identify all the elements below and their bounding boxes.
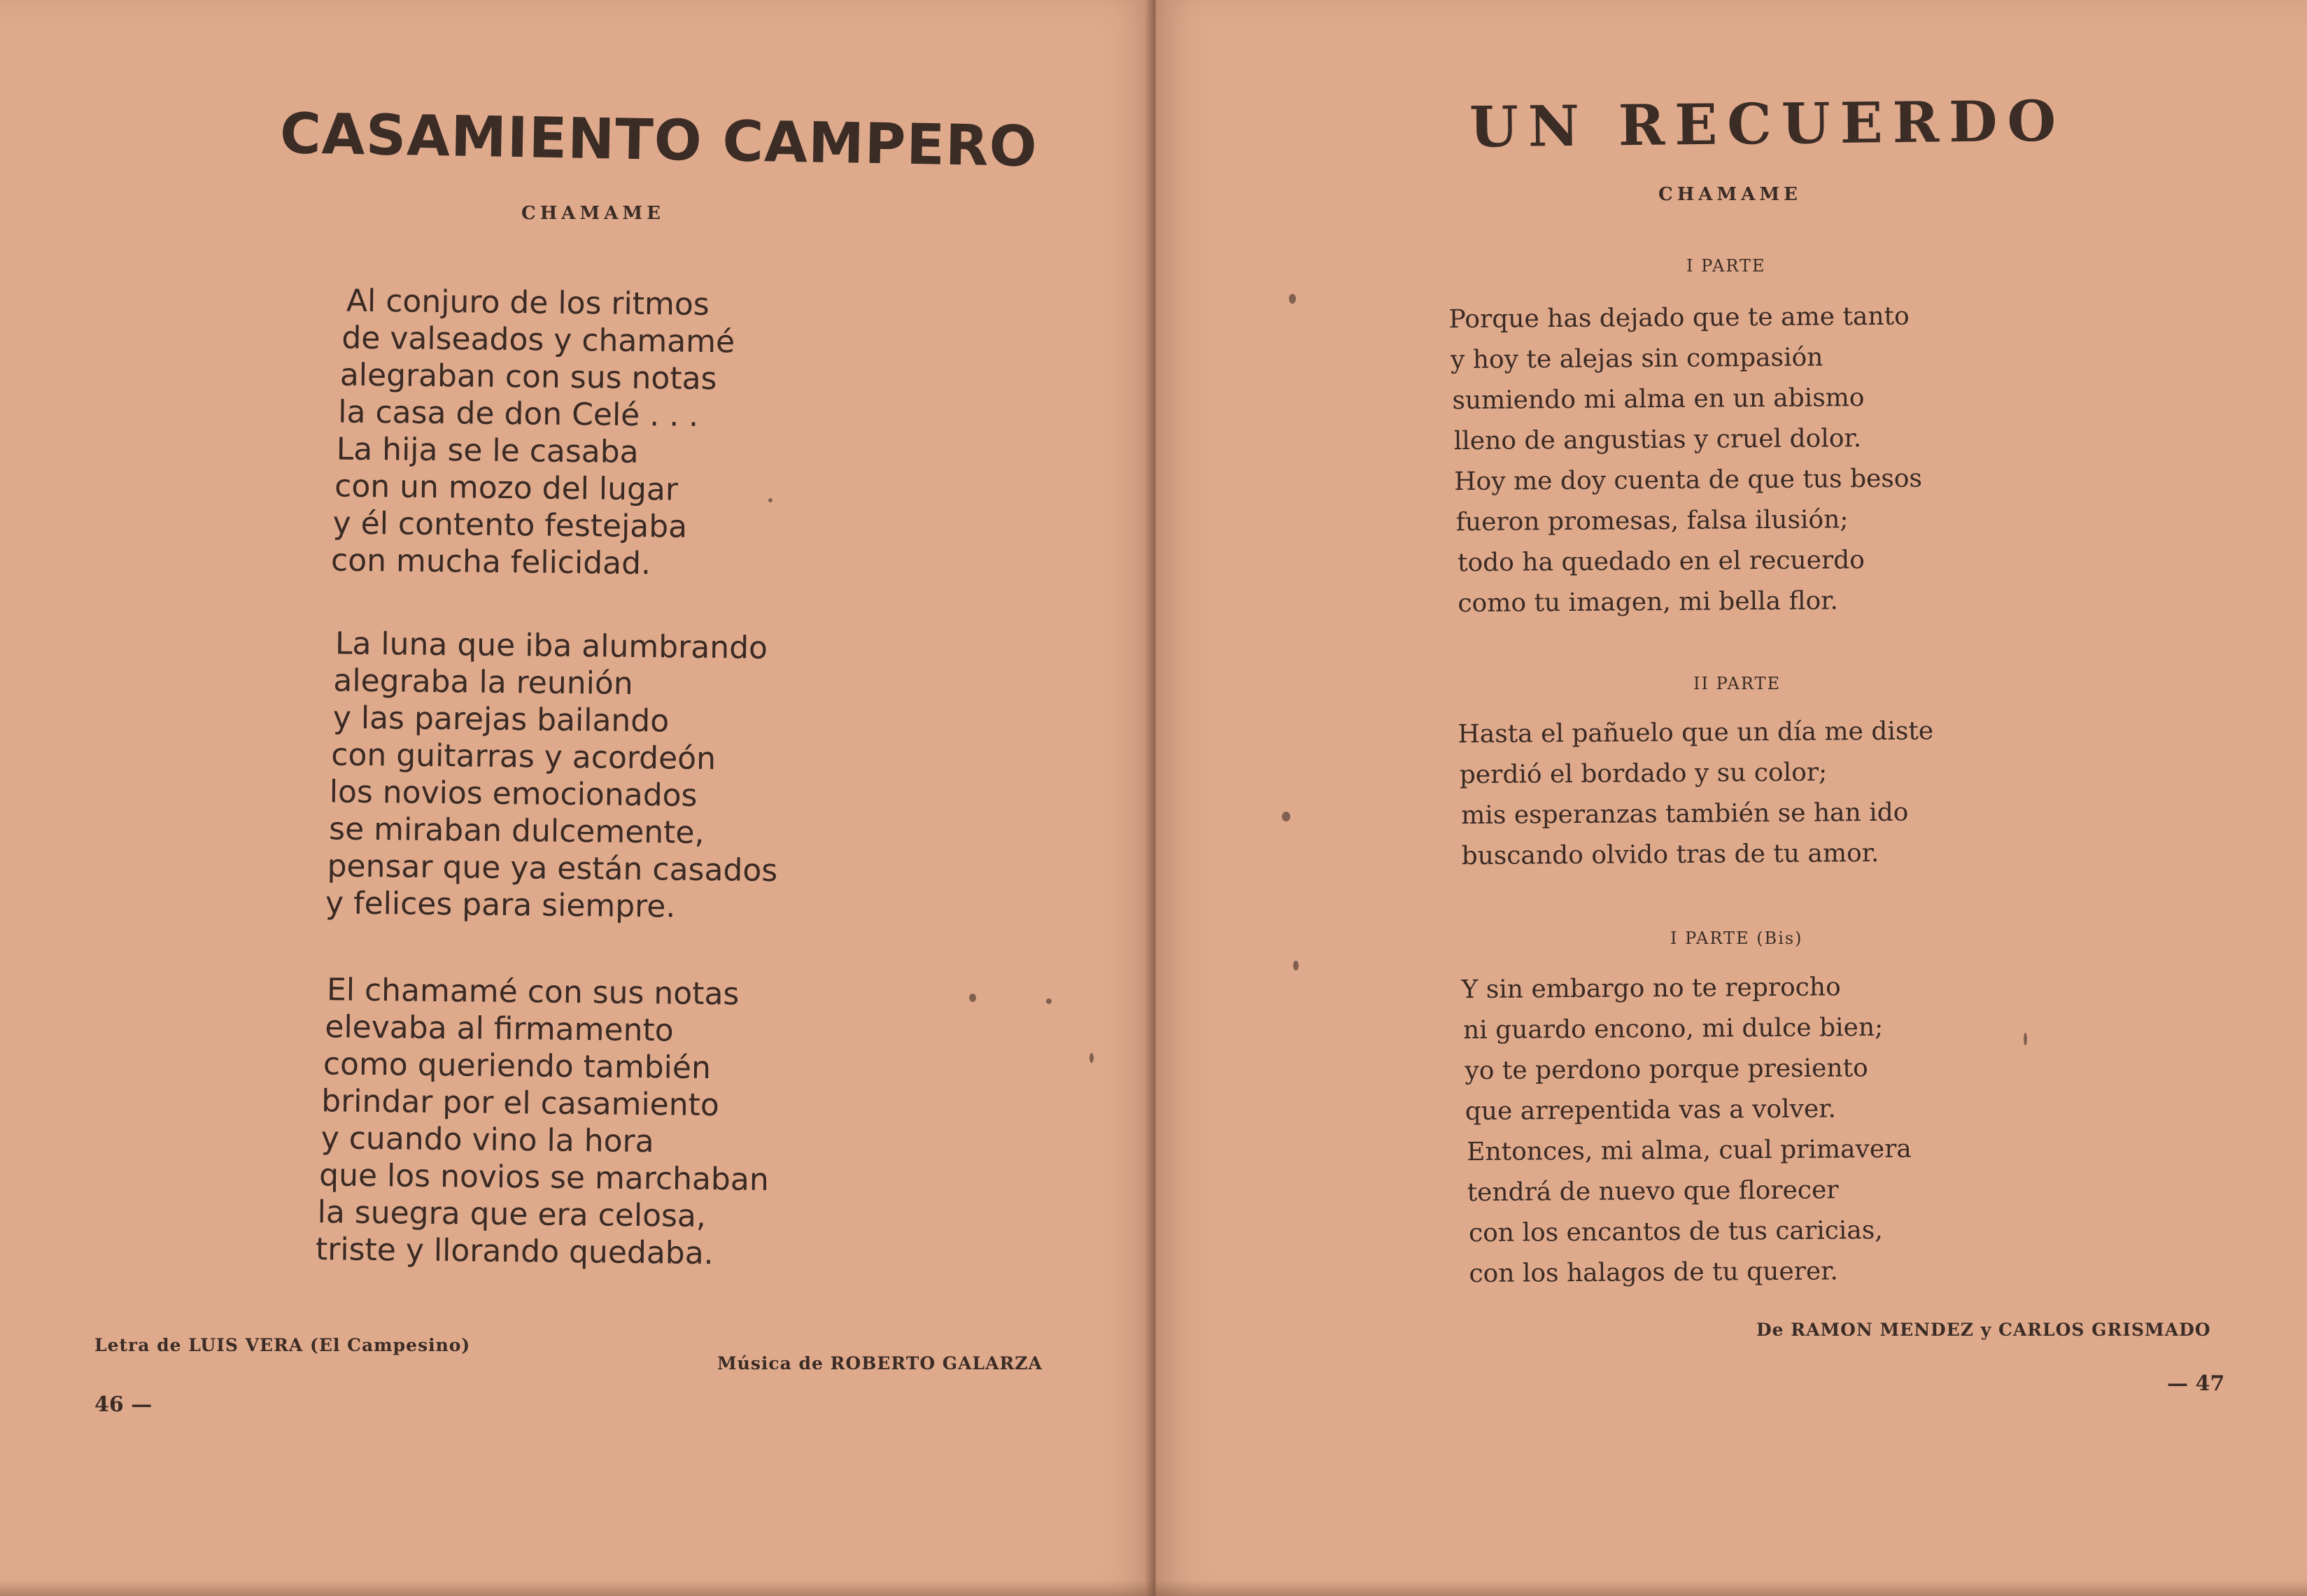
song-title-un-recuerdo: UN RECUERDO [1469, 87, 2066, 160]
song-credit-right: De RAMON MENDEZ y CARLOS GRISMADO [1756, 1320, 2211, 1340]
verse-line: La hija se le casaba [336, 431, 639, 470]
verse-line: con los encantos de tus caricias, [1468, 1215, 1883, 1248]
verse-line: con un mozo del lugar [334, 468, 679, 508]
page-bottom-edge [0, 1581, 2307, 1596]
song-genre-label-right: CHAMAME [1658, 184, 1802, 205]
verse-line: los novios emocionados [329, 774, 698, 814]
verse-line: triste y llorando quedaba. [315, 1231, 714, 1272]
verse-line: fueron promesas, falsa ilusión; [1455, 505, 1849, 537]
verse-line: y cuando vino la hora [320, 1120, 654, 1160]
verse-line: Entonces, mi alma, cual primavera [1467, 1134, 1912, 1167]
verse-line: mis esperanzas también se han ido [1461, 798, 1909, 831]
stanza-1 [324, 282, 957, 585]
verse-line: El chamamé con sus notas [326, 972, 740, 1012]
part-1-verses [1448, 295, 2080, 624]
verse-line: se miraban dulcemente, [328, 811, 705, 851]
verse-line: de valseados y chamamé [341, 320, 735, 360]
verse-line: elevaba al firmamento [325, 1009, 674, 1049]
verse-line: buscando olvido tras de tu amor. [1461, 838, 1879, 871]
verse-line: la casa de don Celé . . . [338, 394, 699, 434]
verse-line: brindar por el casamiento [321, 1083, 720, 1124]
page-number-left: 46 — [94, 1392, 153, 1417]
verse-line: sumiendo mi alma en un abismo [1452, 383, 1865, 416]
music-credit: Música de ROBERTO GALARZA [717, 1353, 1043, 1373]
verse-line: y hoy te alejas sin compasión [1450, 343, 1823, 375]
part-label-2: II PARTE [1693, 674, 1782, 693]
verse-line: que los novios se marchaban [318, 1157, 770, 1198]
ink-speck [969, 994, 976, 1002]
ink-speck [768, 498, 772, 502]
verse-line: con los halagos de tu querer. [1469, 1257, 1839, 1289]
left-page [0, 0, 1153, 1596]
page-number-right: — 47 [2167, 1371, 2225, 1396]
verse-line: y felices para siempre. [325, 885, 676, 925]
verse-line: yo te perdono porque presiento [1465, 1054, 1868, 1086]
verse-line: Hoy me doy cuenta de que tus besos [1454, 464, 1923, 497]
right-page [1156, 0, 2307, 1596]
verse-line: como queriendo también [323, 1046, 712, 1087]
part-label-1: I PARTE [1686, 256, 1766, 276]
lyrics-credit: Letra de LUIS VERA (El Campesino) [94, 1335, 471, 1355]
verse-line: como tu imagen, mi bella flor. [1458, 586, 1839, 619]
verse-line: y las parejas bailando [332, 700, 670, 740]
verse-line: Y sin embargo no te reprocho [1461, 973, 1841, 1005]
ink-speck [1089, 1053, 1094, 1063]
verse-line: Hasta el pañuelo que un día me diste [1458, 716, 1934, 749]
song-genre-label-left: CHAMAME [521, 203, 665, 224]
verse-line: ni guardo encono, mi dulce bien; [1462, 1012, 1884, 1045]
ink-speck [1282, 812, 1290, 821]
verse-line: y él contento festejaba [332, 505, 688, 545]
stanza-2 [324, 625, 957, 928]
ink-speck [1046, 998, 1052, 1004]
verse-line: la suegra que era celosa, [317, 1194, 707, 1234]
song-title-casamiento-campero: CASAMIENTO CAMPERO [279, 101, 1038, 180]
verse-line: lleno de angustias y cruel dolor. [1453, 424, 1862, 456]
stanza-3 [315, 971, 957, 1274]
verse-line: Porque has dejado que te ame tanto [1448, 302, 1910, 334]
ink-speck [2024, 1033, 2027, 1045]
verse-line: con guitarras y acordeón [331, 737, 717, 777]
verse-line: La luna que iba alumbrando [334, 626, 768, 666]
part-3-verses [1461, 966, 2093, 1294]
verse-line: todo ha quedado en el recuerdo [1457, 546, 1865, 578]
verse-line: perdió el bordado y su color; [1459, 758, 1828, 790]
ink-speck [1289, 294, 1296, 304]
ink-speck [1293, 961, 1299, 970]
part-label-3: I PARTE (Bis) [1670, 928, 1803, 948]
verse-line: que arrepentida vas a volver. [1465, 1094, 1837, 1127]
verse-line: Al conjuro de los ritmos [346, 283, 710, 323]
verse-line: con mucha felicidad. [330, 542, 651, 582]
verse-line: alegraba la reunión [333, 663, 633, 702]
verse-line: pensar que ya están casados [327, 848, 778, 889]
part-2-verses [1458, 710, 2089, 877]
verse-line: alegraban con sus notas [339, 357, 717, 397]
verse-line: tendrá de nuevo que florecer [1467, 1175, 1839, 1208]
